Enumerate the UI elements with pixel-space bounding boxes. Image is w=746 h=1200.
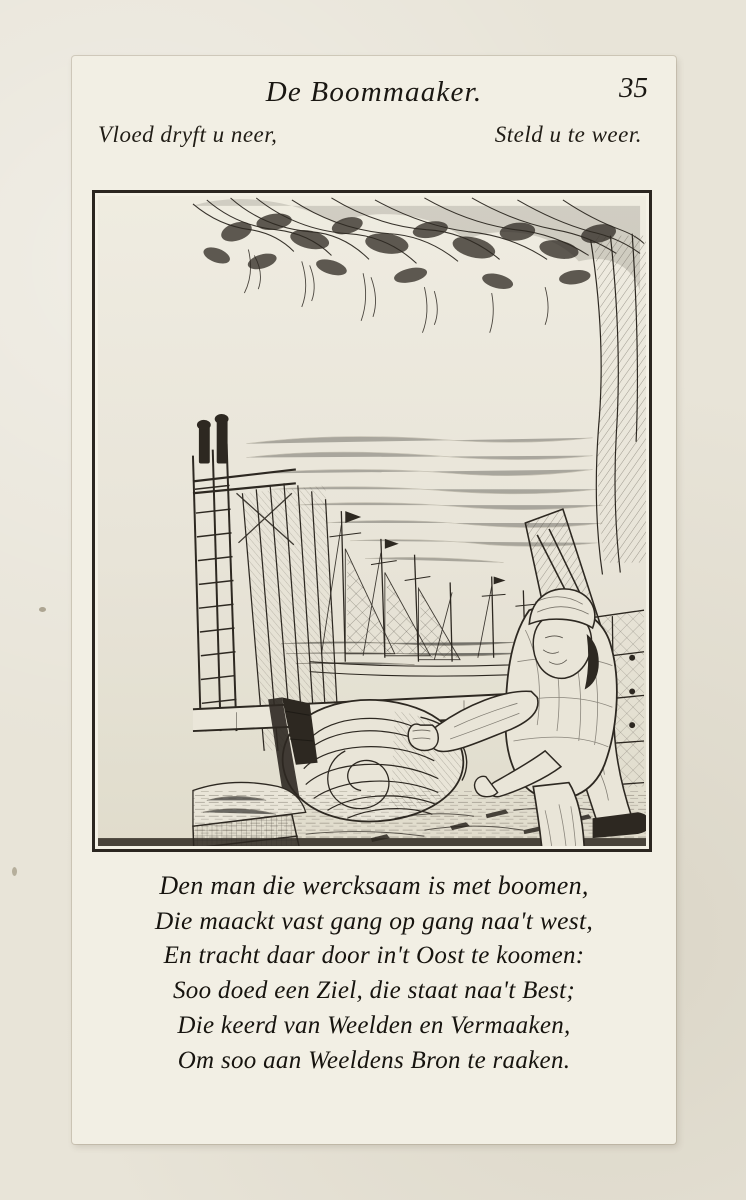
plate-inner — [98, 196, 646, 846]
page-title: De Boommaaker. — [265, 76, 483, 108]
verse-block — [72, 868, 676, 1078]
verse-line: Die keerd van Weelden en Vermaaken, — [177, 1012, 571, 1039]
page-header — [72, 56, 676, 176]
print-sheet — [72, 56, 676, 1144]
verse-line: Den man die wercksaam is met boomen, — [159, 871, 589, 900]
paper-speck — [39, 607, 46, 612]
verse-line: Soo doed een Ziel, die staat naa't Best; — [172, 977, 575, 1004]
verse-line: Die maackt vast gang op gang naa't west, — [154, 906, 594, 935]
engraving-plate — [92, 190, 652, 852]
engraving-illustration-icon — [98, 196, 646, 846]
plate-border — [92, 190, 652, 852]
page-number: 35 — [619, 72, 648, 104]
verse-line: En tracht daar door in't Oost te koomen: — [163, 942, 585, 969]
verse-line: Om soo aan Weeldens Bron te raaken. — [177, 1047, 571, 1074]
motto-line — [94, 122, 658, 148]
motto-left-text: Vloed dryft u neer, — [98, 122, 278, 147]
paper-speck — [12, 867, 17, 876]
motto-right-text: Steld u te weer. — [494, 122, 642, 147]
